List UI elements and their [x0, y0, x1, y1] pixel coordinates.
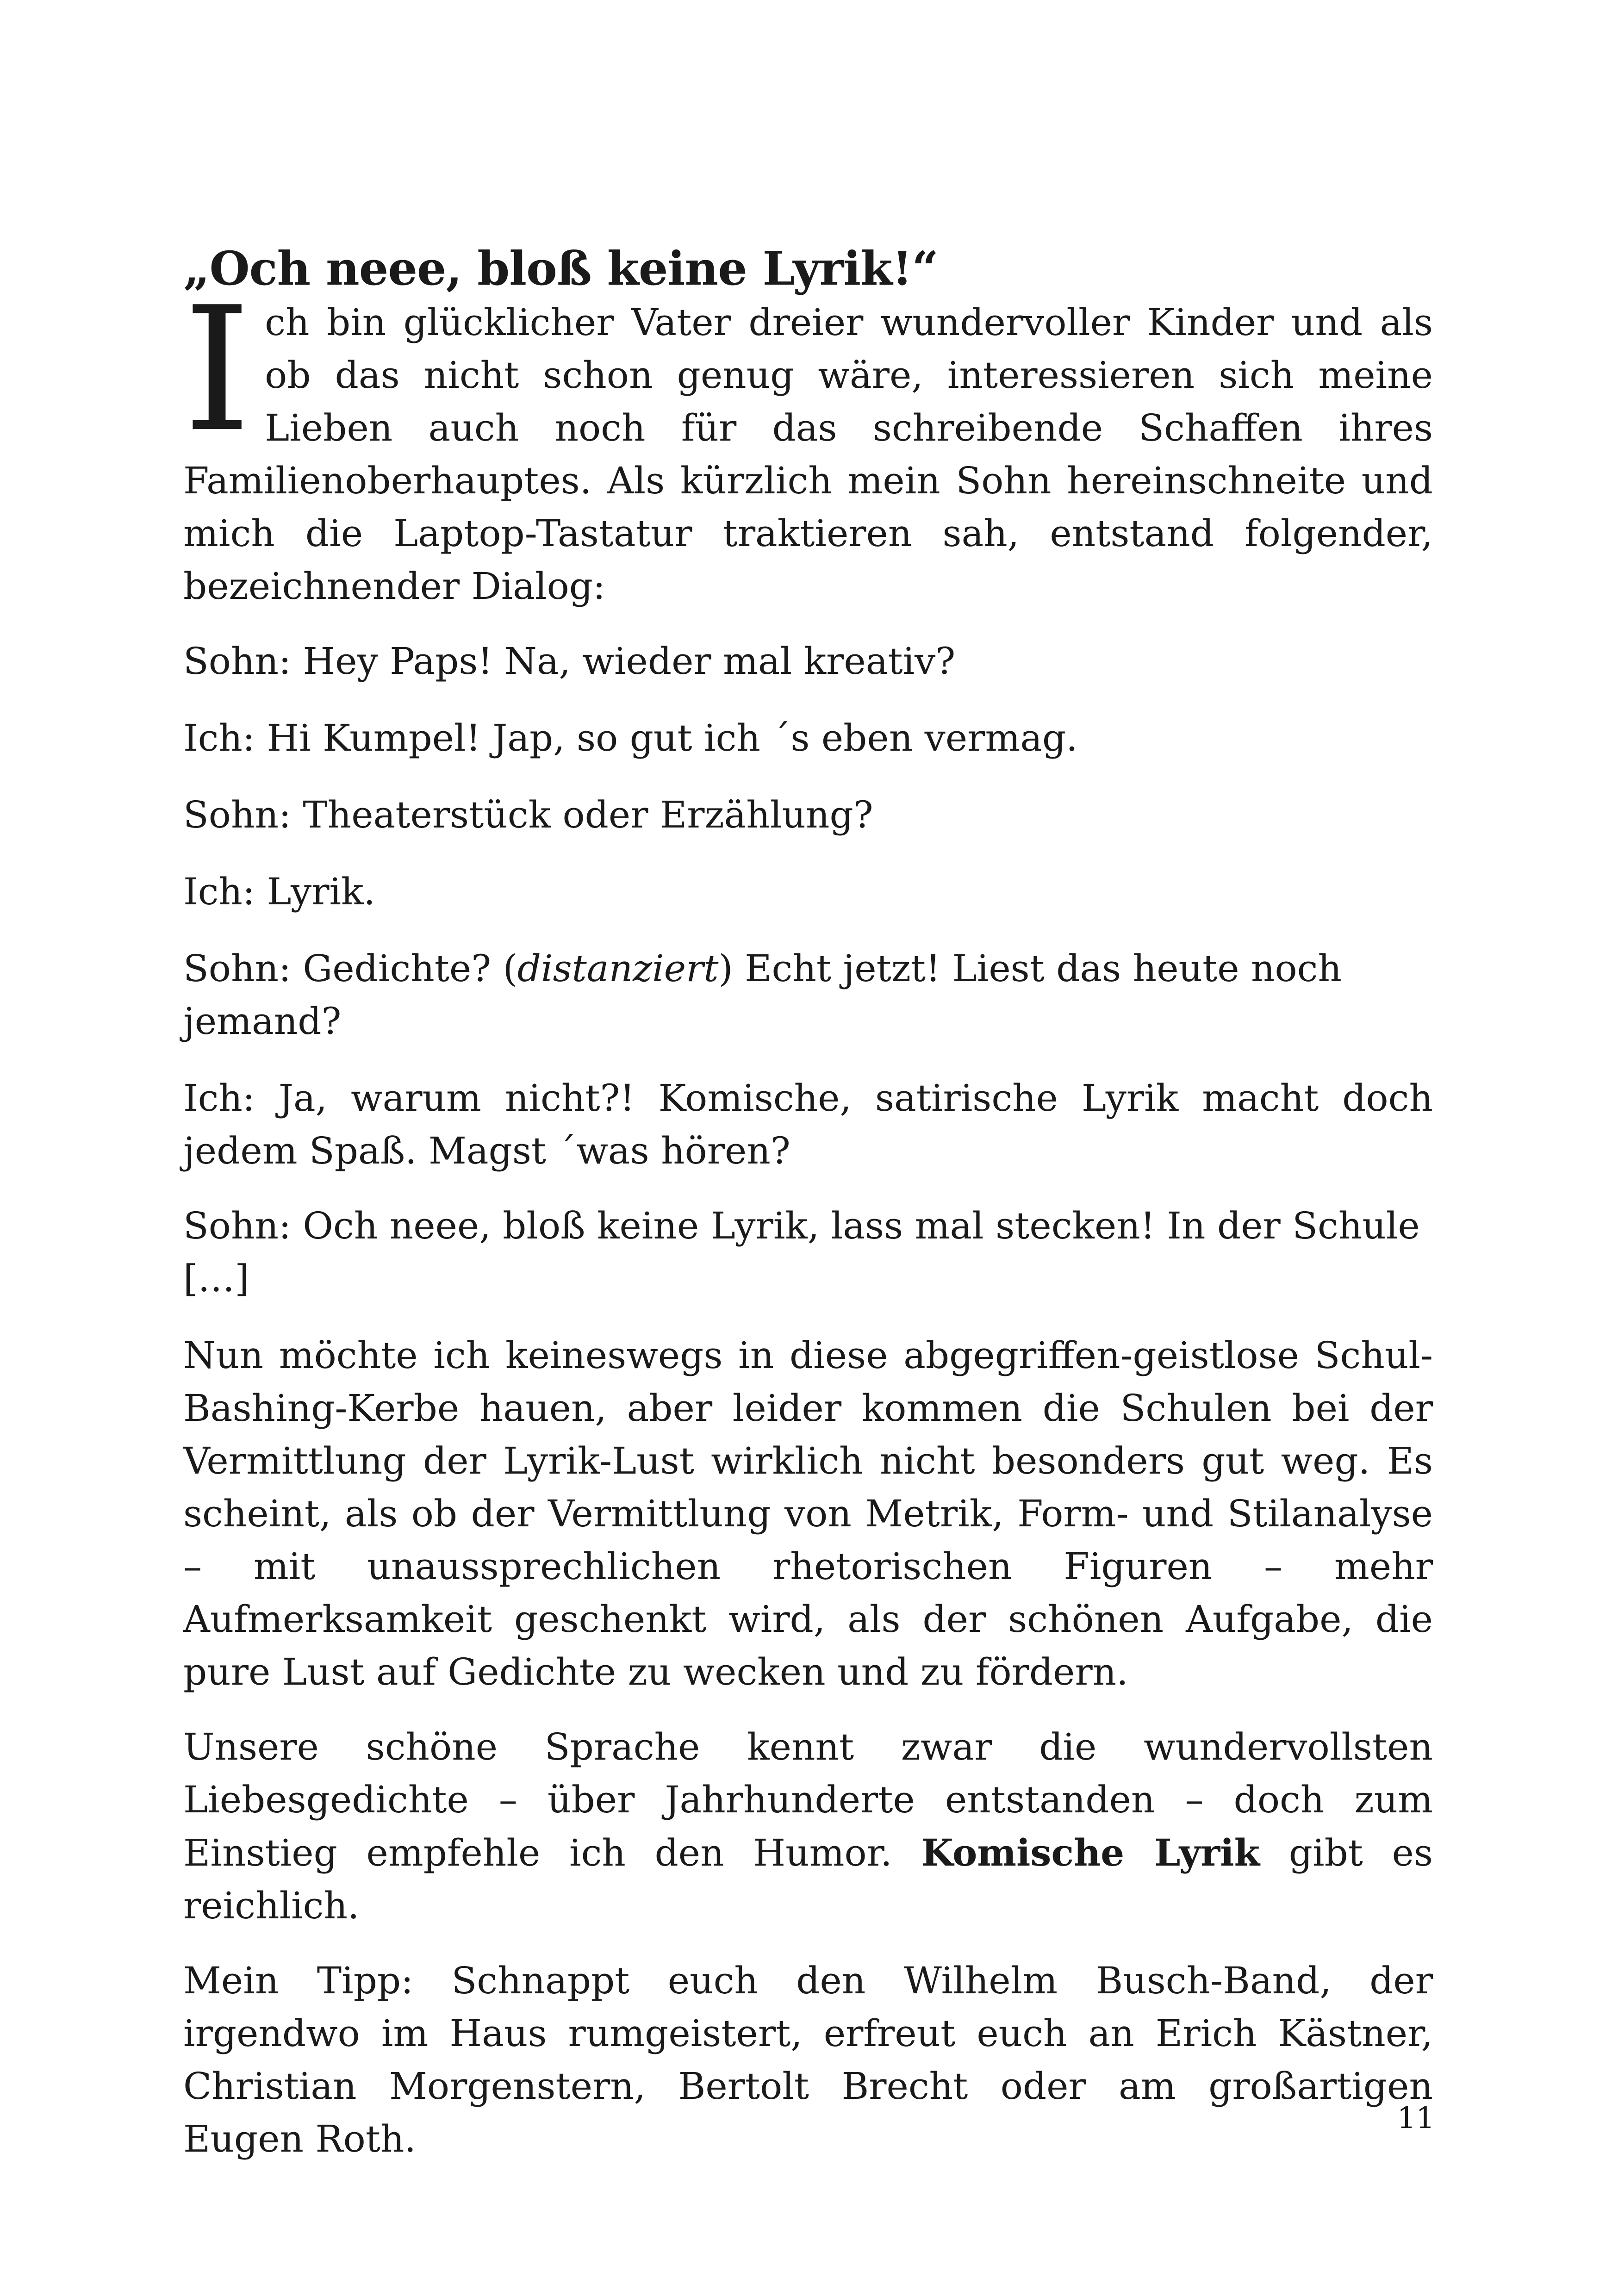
page-content [183, 241, 1433, 2188]
intro-paragraph [183, 271, 1433, 613]
paragraph-text: gibt es reichlich. [183, 1831, 1433, 1927]
body-text [183, 271, 1433, 2165]
dialog-line: Ich: Lyrik. [183, 870, 375, 913]
drop-cap: I [183, 271, 251, 470]
dialog-line: Ich: Ja, warum nicht?! Komische, satirische Lyrik macht doch jedem Spaß. Magst ´was hören? [183, 1076, 1433, 1172]
dialog-line: Ich: Hi Kumpel! Jap, so gut ich ´s eben vermag. [183, 716, 1078, 759]
bold-term: Komische Lyrik [921, 1831, 1260, 1874]
paragraph-text: Unsere schöne Sprache kennt zwar die wundervollsten Liebesgedichte – über Jahrhunderte entstanden – doch zum Einstieg empfehle ich den Humor. [183, 1725, 1433, 1874]
dialog-line: Sohn: Theaterstück oder Erzählung? [183, 793, 873, 836]
dialog-text: ) Echt jetzt! Liest das heute noch jemand? [183, 947, 1342, 1043]
stage-direction: distanziert [517, 947, 719, 990]
paragraph-tipp: Mein Tipp: Schnappt euch den Wilhelm Busch-Band, der irgendwo im Haus rumgeistert, erfreut euch an Erich Kästner, Christian Morgenstern, Bertolt Brecht oder am großartigen Eugen Roth. [183, 1959, 1433, 2160]
paragraph-sprache [183, 1721, 1433, 1932]
page-number: 11 [1397, 2101, 1435, 2135]
dialog-line: Sohn: Hey Paps! Na, wieder mal kreativ? [183, 640, 956, 683]
dialog-line: Sohn: Och neee, bloß keine Lyrik, lass mal stecken! In der Schule […] [183, 1204, 1420, 1300]
paragraph-schule: Nun möchte ich keineswegs in diese abgegriffen-geistlose Schul-Bashing-Kerbe hauen, aber leider kommen die Schulen bei der Vermittlung der Lyrik-Lust wirklich nicht besonders gut weg. Es scheint, als ob der Vermittlung von Metrik, Form- und Stilanalyse – mit unaussprechlichen rhetorischen Figuren – mehr Aufmerksamkeit geschenkt wird, als der schönen Aufgabe, die pure Lust auf Gedichte zu wecken und zu fördern. [183, 1334, 1433, 1693]
dialog-text: Sohn: Gedichte? ( [183, 947, 517, 990]
dialog-line-gedichte [183, 942, 1433, 1048]
chapter-title: „Och neee, bloß keine Lyrik!“ [183, 241, 938, 296]
intro-text: ch bin glücklicher Vater dreier wundervoller Kinder und als ob das nicht schon genug wäre, interessieren sich meine Lieben auch noch für das schreibende Schaffen ihres Familienoberhauptes. Als kürzlich mein Sohn hereinschneite und mich die Laptop-Tastatur traktieren sah, entstand folgender, bezeichnender Dialog: [183, 301, 1433, 608]
